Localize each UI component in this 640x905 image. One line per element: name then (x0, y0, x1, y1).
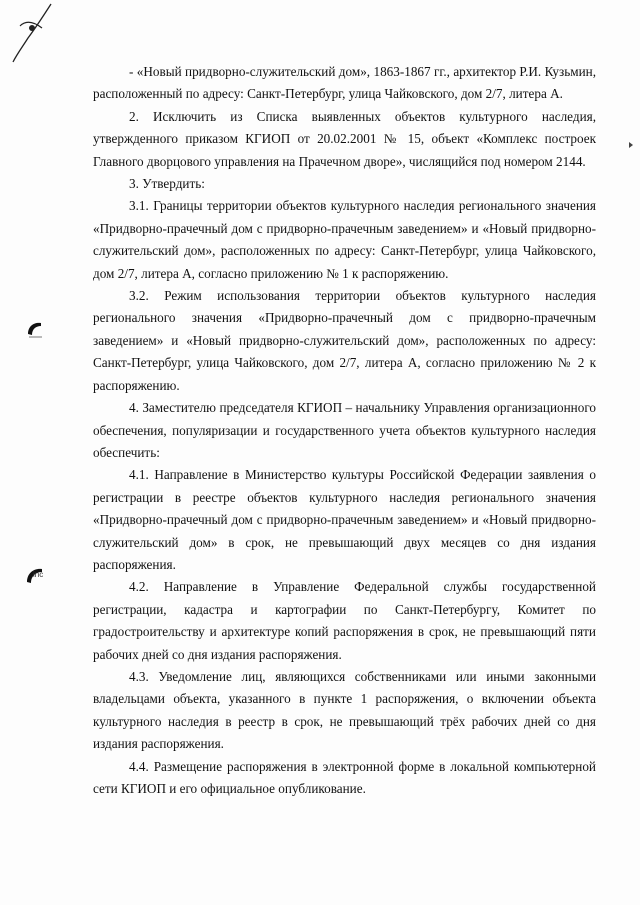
paragraph-1: - «Новый придворно-служительский дом», 1863-1867 гг., архитектор Р.И. Кузьмин, расположенный по адресу: Санкт-Петербург, улица Чайковского, дом 2/7, литера А. (93, 64, 596, 102)
paragraph-4-3: 4.3. Уведомление лиц, являющихся собственниками или иными законными владельцами объекта, указанного в пункте 1 распоряжения, о включении объекта культурного наследия в реестр в срок, не превышающий трёх рабочих дней со дня издания распоряжения. (93, 668, 596, 752)
paragraph-4: 4. Заместителю председателя КГИОП – начальнику Управления организационного обеспечения, популяризации и государственного учета объектов культурного наследия обеспечить: (93, 400, 596, 460)
paragraph-4-1: 4.1. Направление в Министерство культуры Российской Федерации заявления о регистрации в реестре объектов культурного наследия регионального значения «Придворно-прачечный дом с придворно-прачечным заведением» и «Новый придворно-служительский дом» в срок, не превышающий двух месяцев со дня издания распоряжения. (93, 467, 596, 572)
paragraph-2: 2. Исключить из Списка выявленных объектов культурного наследия, утвержденного приказом КГИОП от 20.02.2001 № 15, объект «Комплекс построек Главного дворцового управления на Прачечном дворе», числящийся под номером 2144. (93, 108, 596, 169)
binder-hole-mark (26, 320, 46, 340)
paragraph-3-1: 3.1. Границы территории объектов культурного наследия регионального значения «Придворно-прачечный дом с придворно-прачечным заведением» и «Новый придворно-служительский дом», расположенных по адресу: Санкт-Петербург, улица Чайковского, дом 2/7, литера А, согласно приложению № 1 к распоряжению. (93, 198, 596, 281)
margin-dot (627, 140, 635, 150)
handwritten-mark (8, 2, 56, 66)
margin-stamp-text: inc (33, 570, 44, 579)
paragraph-3-2: 3.2. Режим использования территории объектов культурного наследия регионального значения «Придворно-прачечный дом с придворно-прачечным заведением» и «Новый придворно-служительский дом», расположенных по адресу: Санкт-Петербург, улица Чайковского, дом 2/7, литера А, согласно приложению № 2 к распоряжению. (93, 288, 596, 393)
paragraph-4-2: 4.2. Направление в Управление Федеральной службы государственной регистрации, кадастра и картографии по Санкт-Петербургу, Комитет по градостроительству и архитектуре копий распоряжения в срок, не превышающий пяти рабочих дней со дня издания распоряжения. (93, 579, 596, 662)
document-body (93, 61, 596, 800)
paragraph-3: 3. Утвердить: (129, 176, 205, 192)
paragraph-4-4: 4.4. Размещение распоряжения в электронной форме в локальной компьютерной сети КГИОП и его официальное опубликование. (93, 758, 596, 796)
